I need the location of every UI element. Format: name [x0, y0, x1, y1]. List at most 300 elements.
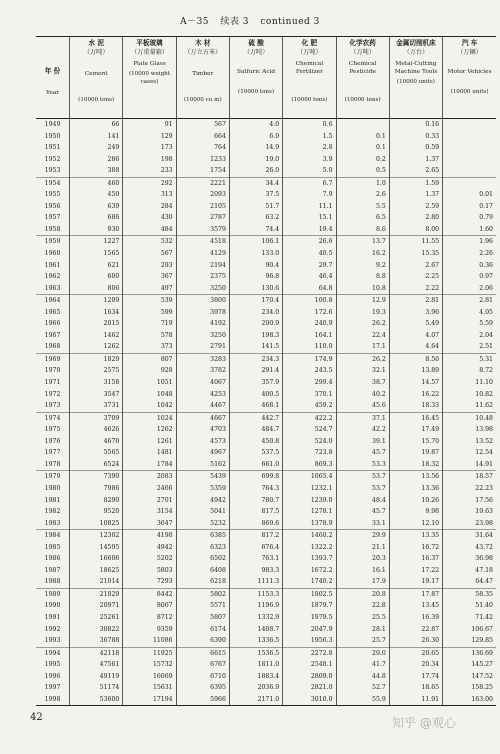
table-row [36, 530, 496, 542]
value-cell: 497 [123, 283, 176, 295]
value-cell: 1.59 [389, 177, 442, 189]
value-cell: 5565 [70, 447, 123, 459]
value-cell: 2093 [176, 189, 229, 201]
value-cell: 16069 [123, 671, 176, 683]
value-cell: 18.32 [389, 459, 442, 471]
value-cell: 17.87 [389, 588, 442, 600]
value-cell: 18.65 [389, 682, 442, 694]
value-cell: 12302 [70, 530, 123, 542]
year-cell: 1979 [36, 471, 70, 483]
value-cell: 12.54 [443, 447, 496, 459]
value-cell: 5.5 [336, 201, 389, 213]
value-cell: 524.0 [283, 436, 336, 448]
table-row [36, 659, 496, 671]
table-row [36, 635, 496, 647]
header-cn: 硫 酸 [248, 39, 264, 47]
header-en: Plate Glass [133, 60, 166, 67]
table-row [36, 330, 496, 342]
value-cell: 1879.7 [283, 600, 336, 612]
value-cell: 817.2 [229, 530, 282, 542]
value-cell: 173 [123, 142, 176, 154]
header-column [70, 37, 123, 119]
table-row [36, 600, 496, 612]
year-cell: 1950 [44, 132, 61, 140]
value-cell: 0.5 [336, 165, 389, 177]
value-cell: 1065.4 [283, 471, 336, 483]
value-cell: 11.91 [389, 694, 442, 706]
value-cell: 64.8 [283, 283, 336, 295]
value-cell: 23.98 [443, 518, 496, 530]
value-cell: 2083 [123, 471, 176, 483]
value-cell: 37.5 [229, 189, 282, 201]
value-cell: 74.4 [229, 224, 282, 236]
value-cell: 22.23 [443, 483, 496, 495]
value-cell: 6767 [176, 659, 229, 671]
value-cell: 40.2 [336, 389, 389, 401]
header-cn: 平板玻璃 [136, 39, 163, 47]
value-cell: 1278.1 [283, 506, 336, 518]
value-cell: 26.30 [389, 635, 442, 647]
value-cell: 11.62 [443, 400, 496, 412]
year-cell: 1986 [44, 555, 61, 563]
value-cell: 0.79 [443, 212, 496, 224]
value-cell: 25.5 [336, 612, 389, 624]
value-cell: 19.17 [389, 576, 442, 588]
value-cell: 51.40 [443, 600, 496, 612]
table-row [36, 131, 496, 143]
value-cell: 600 [70, 271, 123, 283]
value-cell: 664 [176, 131, 229, 143]
value-cell: 6174 [176, 624, 229, 636]
value-cell: 2015 [70, 318, 123, 330]
value-cell [443, 142, 496, 154]
year-cell: 1977 [44, 449, 61, 457]
value-cell: 532 [123, 236, 176, 248]
value-cell: 16.72 [389, 542, 442, 554]
value-cell: 133.0 [229, 248, 282, 260]
value-cell: 6323 [176, 542, 229, 554]
value-cell: 240.9 [283, 318, 336, 330]
value-cell: 806 [70, 283, 123, 295]
header-cn: 金属切削机床 [396, 39, 436, 47]
value-cell: 4670 [70, 436, 123, 448]
year-cell: 1985 [44, 543, 61, 551]
header-en: Chemical Fertilizer [295, 60, 324, 75]
value-cell: 6218 [176, 576, 229, 588]
header-en: Cement [84, 70, 108, 77]
year-cell: 1976 [44, 437, 61, 445]
value-cell: 20971 [70, 600, 123, 612]
year-cell: 1993 [44, 637, 61, 645]
value-cell: 234.3 [229, 353, 282, 365]
value-cell: 578 [123, 330, 176, 342]
value-cell: 8290 [70, 495, 123, 507]
value-cell: 2105 [176, 201, 229, 213]
value-cell: 1239.0 [283, 495, 336, 507]
header-unit-en: (10000 units) [450, 88, 489, 95]
table-row [36, 459, 496, 471]
value-cell: 3782 [176, 365, 229, 377]
value-cell: 928 [123, 365, 176, 377]
value-cell: 26.2 [336, 353, 389, 365]
value-cell: 284 [123, 201, 176, 213]
value-cell: 0.6 [283, 119, 336, 131]
value-cell: 19.3 [336, 307, 389, 319]
value-cell: 14.57 [389, 377, 442, 389]
year-cell: 1962 [44, 273, 61, 281]
value-cell: 12.9 [336, 295, 389, 307]
value-cell: 13.52 [443, 436, 496, 448]
value-cell: 1.37 [389, 154, 442, 166]
header-cn: 木 材 [195, 39, 211, 47]
value-cell: 2548.1 [283, 659, 336, 671]
table-row [36, 694, 496, 706]
value-cell: 2047.9 [283, 624, 336, 636]
value-cell: 1740.2 [283, 576, 336, 588]
value-cell: 7.9 [283, 189, 336, 201]
value-cell: 1462 [70, 330, 123, 342]
value-cell: 4253 [176, 389, 229, 401]
value-cell: 17194 [123, 694, 176, 706]
value-cell: 1565 [70, 248, 123, 260]
value-cell: 3250 [176, 330, 229, 342]
value-cell: 4467 [176, 400, 229, 412]
value-cell: 145.27 [443, 659, 496, 671]
value-cell: 20.3 [336, 553, 389, 565]
value-cell: 21029 [70, 588, 123, 600]
value-cell: 13.89 [389, 365, 442, 377]
value-cell: 58.35 [443, 588, 496, 600]
value-cell: 45.6 [336, 400, 389, 412]
value-cell: 30822 [70, 624, 123, 636]
value-cell: 4942 [176, 495, 229, 507]
value-cell: 17.9 [336, 576, 389, 588]
value-cell: 14.9 [229, 142, 282, 154]
table-row [36, 424, 496, 436]
value-cell: 313 [123, 189, 176, 201]
value-cell [443, 131, 496, 143]
table-row [36, 447, 496, 459]
value-cell: 3978 [176, 307, 229, 319]
value-cell: 2.04 [443, 330, 496, 342]
table-row [36, 341, 496, 353]
value-cell: 9.2 [336, 260, 389, 272]
value-cell: 42.2 [336, 424, 389, 436]
value-cell: 10825 [70, 518, 123, 530]
header-column [336, 37, 389, 119]
value-cell: 10.48 [443, 412, 496, 424]
year-cell: 1988 [44, 578, 61, 586]
value-cell: 141.5 [229, 341, 282, 353]
value-cell: 460 [70, 177, 123, 189]
year-cell: 1956 [44, 202, 61, 210]
value-cell: 807 [123, 353, 176, 365]
value-cell: 43.72 [443, 542, 496, 554]
value-cell: 170.4 [229, 295, 282, 307]
value-cell: 16.22 [389, 389, 442, 401]
value-cell: 8.72 [443, 365, 496, 377]
value-cell: 291.4 [229, 365, 282, 377]
value-cell: 0.59 [389, 142, 442, 154]
value-cell: 539 [123, 295, 176, 307]
header-unit-cn: （万台） [403, 48, 429, 56]
header-column [443, 37, 496, 119]
value-cell: 234.0 [229, 307, 282, 319]
table-header [36, 37, 496, 119]
value-cell: 15.1 [283, 212, 336, 224]
value-cell: 198 [123, 154, 176, 166]
year-cell: 1992 [44, 625, 61, 633]
value-cell: 7293 [123, 576, 176, 588]
value-cell: 1262 [70, 341, 123, 353]
value-cell: 141 [70, 131, 123, 143]
year-cell: 1966 [44, 320, 61, 328]
year-cell: 1983 [44, 519, 61, 527]
value-cell: 19.4 [283, 224, 336, 236]
value-cell: 1536.5 [229, 647, 282, 659]
header-column [176, 37, 229, 119]
header-unit-cn: （万吨） [83, 48, 109, 56]
value-cell: 764 [176, 142, 229, 154]
value-cell: 292 [123, 177, 176, 189]
value-cell: 37.1 [336, 412, 389, 424]
value-cell: 53.7 [336, 471, 389, 483]
value-cell: 14.91 [443, 459, 496, 471]
value-cell: 0.16 [389, 119, 442, 131]
value-cell: 48.4 [336, 495, 389, 507]
value-cell: 2272.8 [283, 647, 336, 659]
value-cell: 11.1 [283, 201, 336, 213]
value-cell: 373 [123, 341, 176, 353]
value-cell: 29.9 [336, 530, 389, 542]
value-cell: 36788 [70, 635, 123, 647]
value-cell: 198.3 [229, 330, 282, 342]
value-cell: 9.98 [389, 506, 442, 518]
value-cell: 6390 [176, 635, 229, 647]
value-cell: 21.1 [336, 542, 389, 554]
year-cell: 1987 [44, 566, 61, 574]
value-cell [336, 119, 389, 131]
value-cell: 91 [123, 119, 176, 131]
year-cell: 1964 [36, 295, 70, 307]
value-cell: 158.25 [443, 682, 496, 694]
value-cell: 2.67 [389, 260, 442, 272]
table-row [36, 682, 496, 694]
value-cell: 0.01 [443, 189, 496, 201]
value-cell: 129.85 [443, 635, 496, 647]
value-cell: 4192 [176, 318, 229, 330]
continued-label-cn: 续表 3 [220, 17, 249, 27]
header-unit-cn: （万立方米） [184, 48, 222, 56]
value-cell: 422.2 [283, 412, 336, 424]
value-cell: 51174 [70, 682, 123, 694]
value-cell: 55.9 [336, 694, 389, 706]
header-unit-cn: （万辆） [457, 48, 482, 56]
header-en: Chemical Pesticide [348, 60, 377, 75]
value-cell: 172.6 [283, 307, 336, 319]
value-cell: 10.82 [443, 389, 496, 401]
value-cell: 6.5 [336, 212, 389, 224]
value-cell: 1227 [70, 236, 123, 248]
value-cell: 15.70 [389, 436, 442, 448]
header-en: Timber [192, 70, 214, 77]
value-cell: 5439 [176, 471, 229, 483]
value-cell: 2809.0 [283, 671, 336, 683]
value-cell: 129 [123, 131, 176, 143]
value-cell: 1048 [123, 389, 176, 401]
value-cell: 1322.2 [283, 542, 336, 554]
value-cell: 1261 [123, 436, 176, 448]
value-cell: 6.9 [229, 131, 282, 143]
table-row [36, 353, 496, 365]
value-cell: 4942 [123, 542, 176, 554]
table-body [36, 119, 496, 706]
value-cell: 5202 [123, 553, 176, 565]
value-cell: 14595 [70, 542, 123, 554]
value-cell: 18.57 [443, 471, 496, 483]
value-cell: 676.4 [229, 542, 282, 554]
value-cell: 53.7 [336, 483, 389, 495]
value-cell: 39.1 [336, 436, 389, 448]
table-row [36, 518, 496, 530]
value-cell: 2.51 [443, 341, 496, 353]
year-cell: 1997 [44, 684, 61, 692]
value-cell: 17.49 [389, 424, 442, 436]
year-cell: 1989 [36, 588, 70, 600]
value-cell [443, 177, 496, 189]
value-cell: 40.5 [283, 248, 336, 260]
value-cell: 780.7 [229, 495, 282, 507]
value-cell: 16.1 [336, 565, 389, 577]
value-cell: 1956.3 [283, 635, 336, 647]
value-cell: 22.4 [336, 330, 389, 342]
value-cell: 869.3 [283, 459, 336, 471]
value-cell: 1232.1 [283, 483, 336, 495]
value-cell: 3547 [70, 389, 123, 401]
value-cell: 400.5 [229, 389, 282, 401]
value-cell: 163.00 [443, 694, 496, 706]
header-unit-cn: （万吨） [296, 48, 322, 56]
value-cell: 639 [70, 201, 123, 213]
value-cell: 1336.5 [229, 635, 282, 647]
value-cell: 3.9 [283, 154, 336, 166]
value-cell: 25.7 [336, 635, 389, 647]
value-cell: 38.7 [336, 377, 389, 389]
value-cell: 44.8 [336, 671, 389, 683]
value-cell: 2791 [176, 341, 229, 353]
header-year-en: Year [46, 89, 59, 96]
table-row [36, 671, 496, 683]
table-row [36, 165, 496, 177]
table-row [36, 142, 496, 154]
value-cell: 1.96 [443, 236, 496, 248]
value-cell: 5.0 [283, 165, 336, 177]
value-cell: 3731 [70, 400, 123, 412]
header-unit-en: (10000 cu m) [183, 96, 222, 103]
year-cell: 1954 [36, 177, 70, 189]
year-cell: 1982 [44, 508, 61, 516]
page-header [0, 14, 500, 27]
value-cell: 13.45 [389, 600, 442, 612]
value-cell: 5807 [176, 612, 229, 624]
continued-label-en: continued 3 [260, 17, 320, 27]
value-cell: 5802 [176, 588, 229, 600]
table-row [36, 189, 496, 201]
value-cell: 3010.0 [283, 694, 336, 706]
value-cell: 699.8 [229, 471, 282, 483]
value-cell: 450.8 [229, 436, 282, 448]
header-en: Sulfuric Acid [236, 68, 276, 75]
value-cell: 11925 [123, 647, 176, 659]
year-cell: 1971 [44, 379, 61, 387]
year-cell: 1981 [44, 496, 61, 504]
table-row [36, 212, 496, 224]
value-cell: 3579 [176, 224, 229, 236]
value-cell: 147.52 [443, 671, 496, 683]
year-cell: 1965 [44, 308, 61, 316]
table-row [36, 588, 496, 600]
value-cell: 22.8 [336, 600, 389, 612]
value-cell: 450 [70, 189, 123, 201]
value-cell: 1051 [123, 377, 176, 389]
value-cell: 1408.7 [229, 624, 282, 636]
value-cell: 290.9 [229, 318, 282, 330]
value-cell: 2.59 [389, 201, 442, 213]
value-cell: 4967 [176, 447, 229, 459]
header-cn: 化学农药 [349, 39, 376, 47]
year-cell: 1973 [44, 402, 61, 410]
value-cell: 1024 [123, 412, 176, 424]
table-row [36, 236, 496, 248]
value-cell: 930 [70, 224, 123, 236]
table-row [36, 260, 496, 272]
value-cell: 3250 [176, 283, 229, 295]
value-cell: 66 [70, 119, 123, 131]
year-cell: 1998 [36, 694, 70, 706]
value-cell: 1.5 [283, 131, 336, 143]
year-cell: 1958 [44, 225, 61, 233]
value-cell: 16.37 [389, 553, 442, 565]
value-cell: 388 [70, 165, 123, 177]
value-cell: 3158 [70, 377, 123, 389]
value-cell: 47561 [70, 659, 123, 671]
value-cell: 11086 [123, 635, 176, 647]
value-cell: 3283 [176, 353, 229, 365]
value-cell: 983.3 [229, 565, 282, 577]
value-cell: 6524 [70, 459, 123, 471]
value-cell: 1262 [123, 424, 176, 436]
value-cell: 764.3 [229, 483, 282, 495]
value-cell: 20.34 [389, 659, 442, 671]
header-unit-en: (10000 tons) [344, 97, 381, 104]
value-cell: 2.8 [283, 142, 336, 154]
year-cell: 1978 [44, 460, 61, 468]
value-cell: 3647 [123, 518, 176, 530]
value-cell: 763.1 [229, 553, 282, 565]
value-cell: 2221 [176, 177, 229, 189]
value-cell: 110.0 [283, 341, 336, 353]
value-cell: 51.7 [229, 201, 282, 213]
value-cell: 21014 [70, 576, 123, 588]
value-cell: 484 [123, 224, 176, 236]
value-cell: 2.26 [443, 248, 496, 260]
value-cell: 2.22 [389, 283, 442, 295]
value-cell: 13.36 [389, 483, 442, 495]
value-cell: 106.67 [443, 624, 496, 636]
value-cell: 22.87 [389, 624, 442, 636]
value-cell: 25261 [70, 612, 123, 624]
value-cell: 15.35 [389, 248, 442, 260]
